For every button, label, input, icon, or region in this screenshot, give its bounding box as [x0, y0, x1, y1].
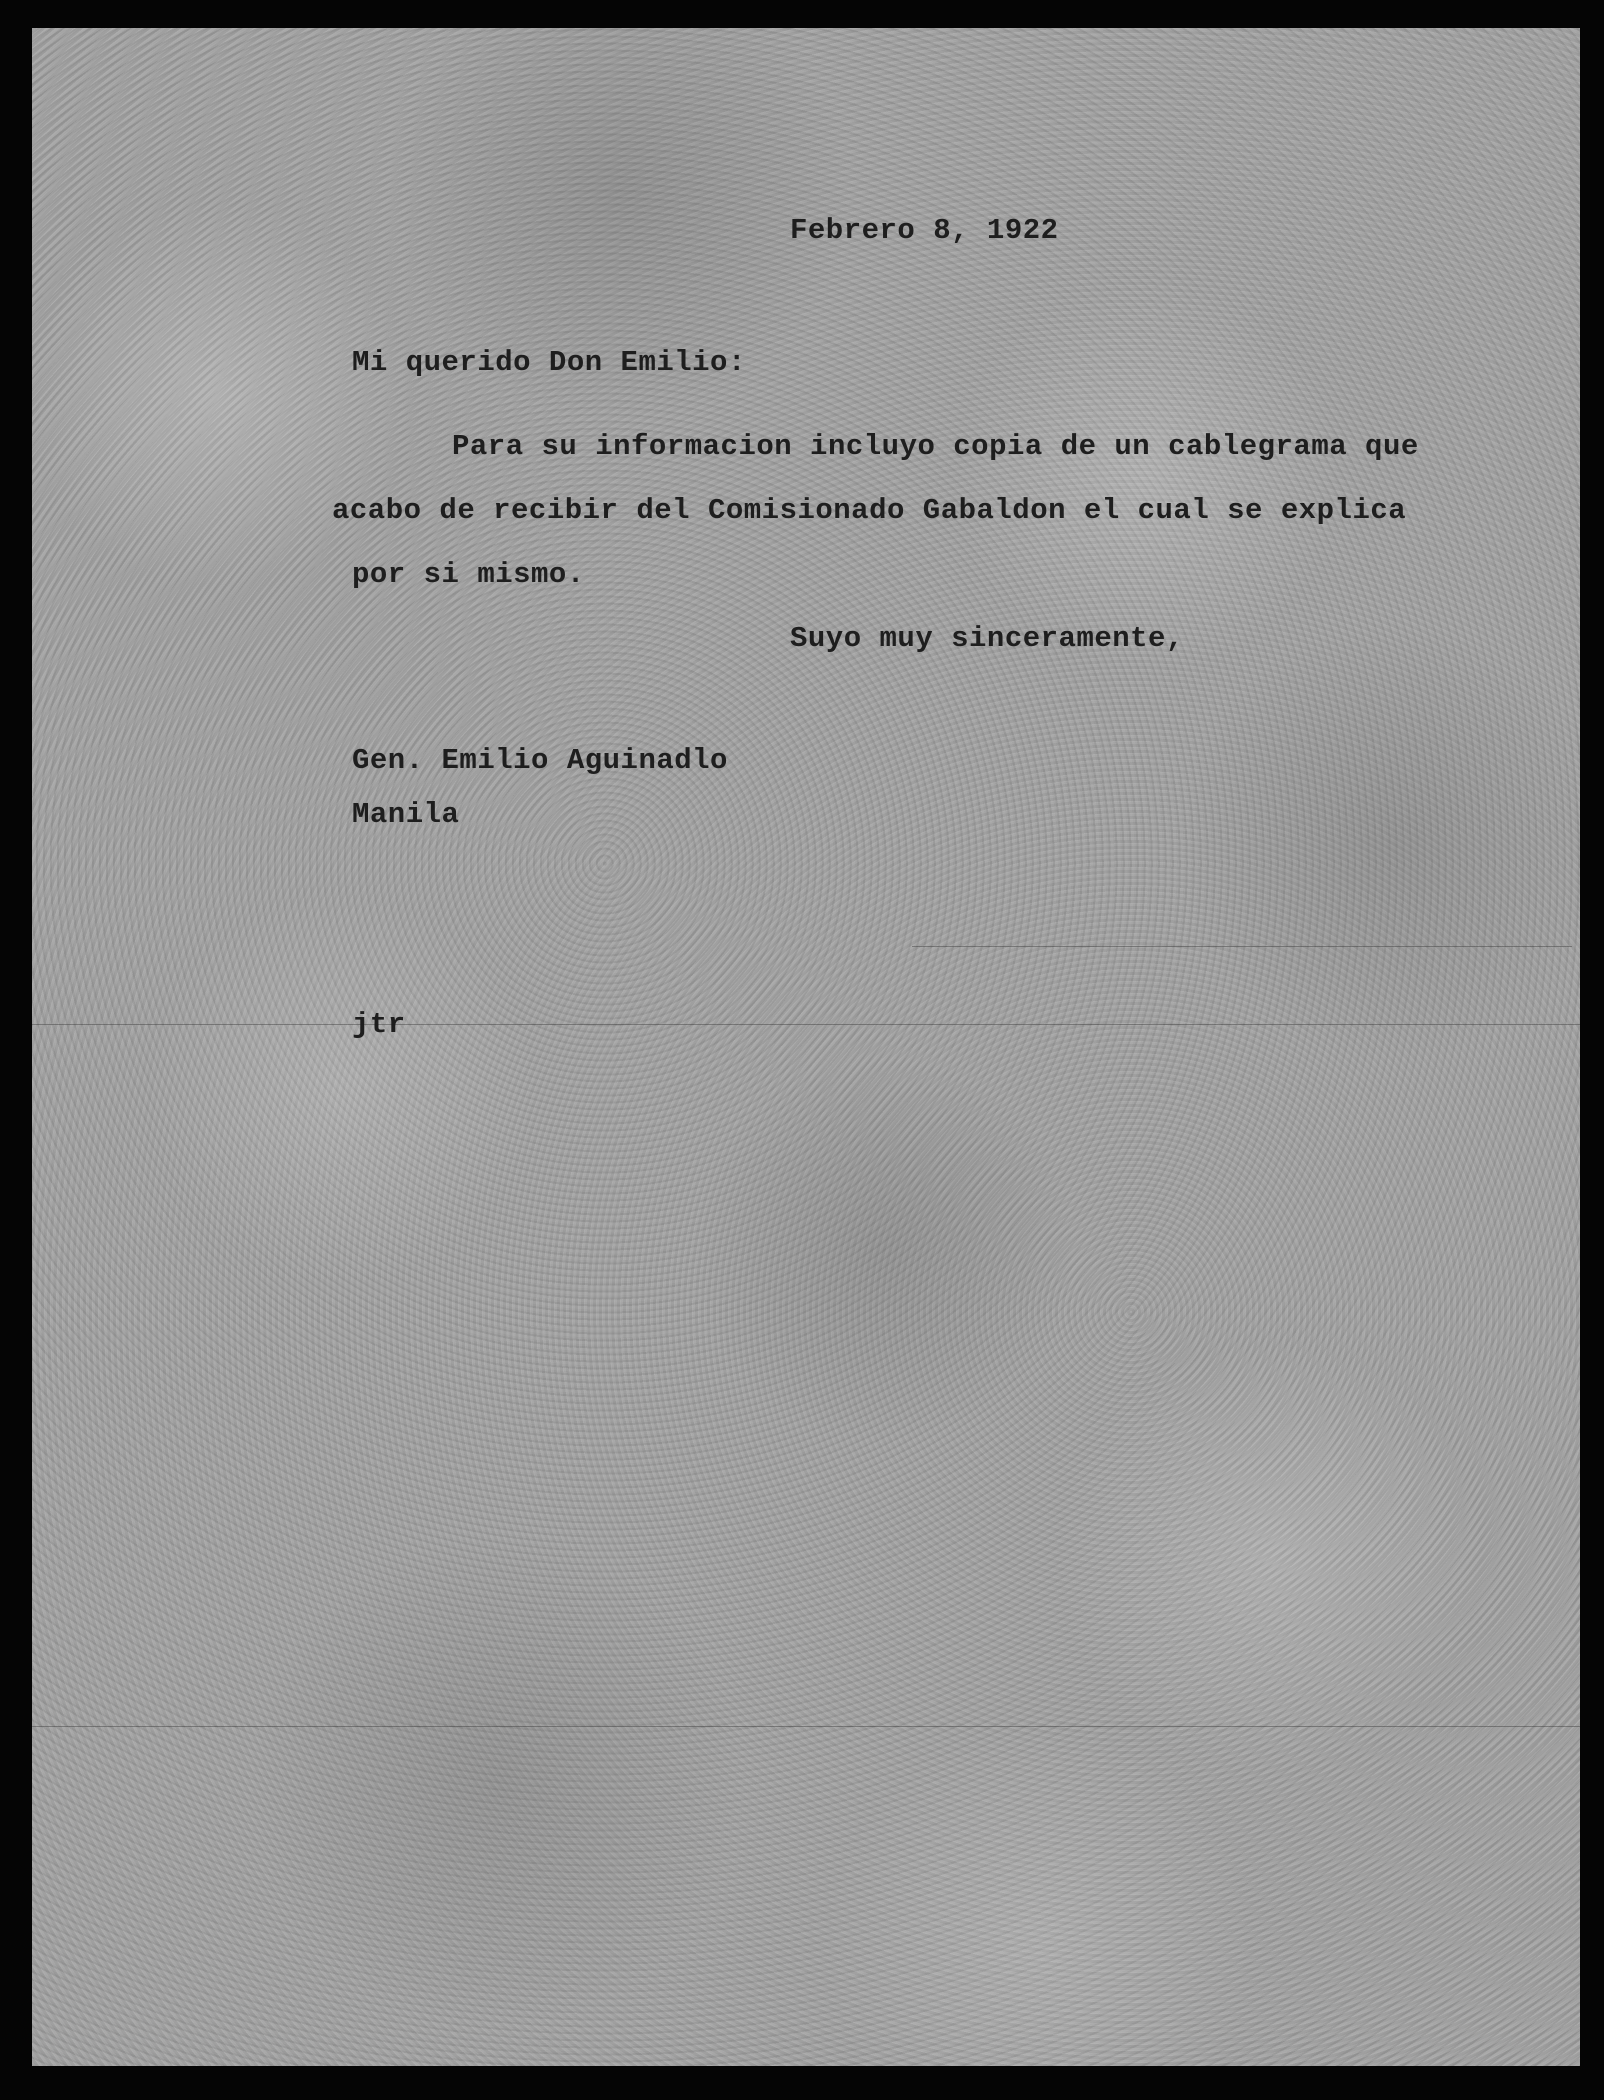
letter-page	[32, 28, 1580, 2066]
fold-line-middle	[32, 1024, 1580, 1025]
salutation: Mi querido Don Emilio:	[352, 346, 746, 379]
fold-line-lower	[32, 1726, 1580, 1727]
recipient-city: Manila	[352, 798, 460, 831]
body-line-2: acabo de recibir del Comisionado Gabaldon el cual se explica	[332, 494, 1407, 527]
letter-date: Febrero 8, 1922	[790, 214, 1059, 247]
body-line-3: por si mismo.	[352, 558, 585, 591]
recipient-name: Gen. Emilio Aguinadlo	[352, 744, 728, 777]
fold-line-upper	[912, 946, 1572, 947]
reference-initials: jtr	[352, 1008, 406, 1041]
closing: Suyo muy sinceramente,	[790, 622, 1184, 655]
body-line-1: Para su informacion incluyo copia de un cablegrama que	[452, 430, 1419, 463]
